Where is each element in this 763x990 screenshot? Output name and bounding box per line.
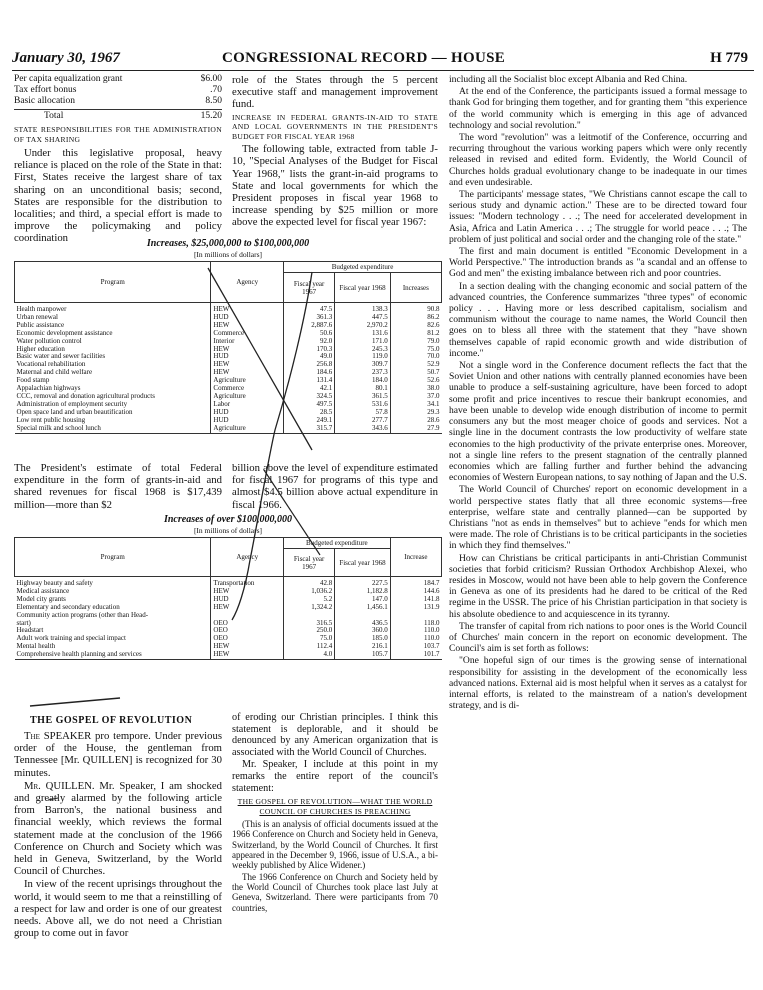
cell-fy67: 249.1 — [284, 417, 335, 425]
editor-note: (This is an analysis of official documents issued at the 1966 Conference on Church and Society held in Geneva, Switzerland, by the World Council of Churches. It first appeared in the December 9, 1966, issue of U.S.A., a bi-weekly published by Alice Widener.) — [232, 819, 438, 871]
cell-agency: HEW — [211, 303, 284, 314]
cell-fy68: 245.3 — [335, 346, 391, 354]
allocation-value: 8.50 — [205, 96, 222, 106]
pen-stroke — [264, 470, 320, 555]
speaker-name: Mr. QUILLEN. — [24, 779, 95, 792]
paragraph: The word "revolution" was a leitmotif of the Conference, occurring and recurring throughout the various working papers which were only recently released in revised and edited form. Evidently, the World Council of Churches holds gradual evolutionary change to be inadequate in our times and even undesirable. — [449, 132, 747, 188]
cell-program: Economic development assistance — [16, 329, 113, 337]
paragraph: Not a single word in the Conference document reflects the fact that the Soviet Union and other nations with centrally planned economies have been unable to produce a self-sustaining agriculture, have been forced to adopt some profit and price incentives to rescue their bankrupt economies, and have been unable to develop wide enough distribution of income to permit consumers any but the most meager choice of goods and services. Not a single line in the document contrasts the low productivity of welfare state economies to the high productivity of the private enterprise ones. Moreover, not a single line refers to the present stagnation of the centrally planned economies which are falling further and further behind the advancing economies of Western European nations, to say nothing of Japan and the U.S. — [449, 360, 747, 484]
mid-paragraph-right: billion above the level of expenditure estimated for fiscal 1967 for programs of this type and almost $4.5 billion above actual expenditure in fiscal 1966. — [232, 462, 438, 511]
cell-fy68: 1,182.8 — [335, 588, 391, 596]
cell-inc: 37.0 — [390, 393, 441, 401]
col-header-fy68: Fiscal year 1968 — [335, 549, 391, 577]
cell-fy67: 47.5 — [284, 303, 335, 314]
cell-fy67: 1,324.2 — [284, 604, 335, 612]
cell-program: Headstart — [16, 627, 44, 635]
header-page-number: H 779 — [710, 50, 748, 66]
cell-program: start) — [16, 619, 31, 627]
col-header-increase: Increase — [390, 538, 441, 577]
cell-fy68: 171.0 — [335, 338, 391, 346]
cell-agency: HUD — [211, 417, 284, 425]
cell-fy68: 531.6 — [335, 401, 391, 409]
col-header-budgeted: Budgeted expenditure — [284, 538, 391, 549]
allocation-value: $6.00 — [200, 74, 222, 84]
cell-program: Higher education — [16, 345, 65, 353]
cell-agency: HEW — [211, 651, 284, 659]
cell-agency: HEW — [211, 322, 284, 330]
cell-inc: 184.7 — [390, 577, 441, 588]
col-header-fy67: Fiscal year 1967 — [284, 549, 335, 577]
cell-agency: Labor — [211, 401, 284, 409]
article-subhead: THE GOSPEL OF REVOLUTION—WHAT THE WORLD COUNCIL OF CHURCHES IS PREACHING — [237, 797, 433, 816]
col-header-program: Program — [15, 262, 211, 303]
cell-fy68: 57.8 — [335, 409, 391, 417]
table-1-title: Increases, $25,000,000 to $100,000,000 — [146, 238, 310, 249]
cell-inc: 144.6 — [390, 588, 441, 596]
cell-fy68: 360.0 — [335, 627, 391, 635]
cell-program: Adult work training and special impact — [16, 635, 126, 643]
cell-agency: HUD — [211, 353, 284, 361]
cell-program: Medical assistance — [16, 587, 70, 595]
cell-agency: Agriculture — [211, 425, 284, 433]
cell-inc: 52.6 — [390, 377, 441, 385]
cell-program: Health manpower — [16, 305, 67, 313]
cell-fy67: 315.7 — [284, 425, 335, 433]
cell-inc: 86.2 — [390, 314, 441, 322]
cell-agency: HEW — [211, 604, 284, 612]
cell-fy67: 42.8 — [284, 577, 335, 588]
cell-inc: 118.0 — [390, 620, 441, 628]
cell-fy67: 92.0 — [284, 338, 335, 346]
cell-inc: 29.3 — [390, 409, 441, 417]
cell-fy67: 50.6 — [284, 330, 335, 338]
col-header-fy67: Fiscal year 1967 — [284, 273, 335, 303]
cell-agency: HUD — [211, 409, 284, 417]
cell-fy67: 497.5 — [284, 401, 335, 409]
paragraph: "One hopeful sign of our times is the growing sense of international responsibility for assisting in the development of the economically less advanced nations. External aid is most helpful when it serves as a catalyst for internal efforts, is related to the mainstream of a nation's development strategy, and is di- — [449, 655, 747, 712]
cell-inc: 52.9 — [390, 361, 441, 369]
cell-fy67: 2,887.6 — [284, 322, 335, 330]
cell-program: Mental health — [16, 643, 56, 651]
table-2-title: Increases of over $100,000,000 — [163, 514, 293, 525]
col-header-agency: Agency — [211, 538, 284, 577]
cell-fy68: 343.6 — [335, 425, 391, 433]
cell-agency: Commerce — [211, 330, 284, 338]
cell-program: Basic water and sewer facilities — [16, 353, 106, 361]
cell-inc: 27.9 — [390, 425, 441, 433]
col-header-budgeted: Budgeted expenditure — [284, 262, 442, 273]
paragraph: of eroding our Christian principles. I think this statement is deplorable, and it should be denounced by any American organization that is associated with the World Council of Churches. — [232, 712, 438, 758]
paragraph-text: Mr. Speaker, I am shocked and greatly alarmed by the following article from Barron's, the national business and financial weekly, which reviews the formal statement made at the conclusion of the 1966 Conference on Church and Society which was held in Geneva, Switzerland, by the World Council of Churches. — [14, 779, 222, 878]
cell-inc: 90.8 — [390, 303, 441, 314]
cell-agency: Transportation — [211, 577, 284, 588]
header-title: CONGRESSIONAL RECORD — HOUSE — [222, 50, 506, 66]
cell-inc: 141.8 — [390, 596, 441, 604]
cell-fy67: 5.2 — [284, 596, 335, 604]
cell-inc: 34.1 — [390, 401, 441, 409]
cell-program: Public assistance — [16, 321, 65, 329]
cell-fy68: 216.1 — [335, 643, 391, 651]
cell-agency: OEO — [211, 620, 284, 628]
cell-fy68: 237.3 — [335, 369, 391, 377]
cell-inc: 28.6 — [390, 417, 441, 425]
paragraph: How can Christians be critical participants in anti-Christian Communist societies that forbid criticism? Russian Orthodox Archbishop Alexei, who resides in Moscow, would not have been able to help govern the Conference in Geneva as one of its presidents had he dared to be critical of the Red regime in the USSR. The price of his Christian participation in that society is his absolute obedience to and acquiescence in its tyranny. — [449, 552, 747, 620]
cell-fy67: 250.0 — [284, 627, 335, 635]
cell-agency: Agriculture — [211, 377, 284, 385]
cell-agency: Commerce — [211, 385, 284, 393]
cell-fy68: 277.7 — [335, 417, 391, 425]
paragraph: Under this legislative proposal, heavy reliance is placed on the role of the State in that: First, States receive the largest share of tax sharing on an unconditional basis; second, States are responsible for the distribution to localities; and third, a special effort is made to improve the policymaking and policy coordination — [14, 147, 222, 245]
cell-fy68: 80.1 — [335, 385, 391, 393]
paragraph: The 1966 Conference on Church and Society held by the World Council of Churches took place last July at Geneva, Switzerland. There were participants from 70 countries, — [232, 871, 438, 913]
allocation-label: Basic allocation — [14, 96, 75, 106]
cell-inc: 81.2 — [390, 330, 441, 338]
cell-program: Community action programs (other than Head- — [16, 611, 149, 619]
cell-program: Food stamp — [16, 377, 50, 385]
cell-inc: 101.7 — [390, 651, 441, 659]
cell-fy67: 316.5 — [284, 620, 335, 628]
paragraph: including all the Socialist bloc except Albania and Red China. — [449, 74, 688, 85]
pen-stroke — [208, 268, 312, 450]
cell-program: Administration of employment security — [16, 400, 128, 408]
cell-program: Vocational rehabilitation — [16, 361, 86, 369]
cell-fy67: 324.5 — [284, 393, 335, 401]
allocation-total-label: Total — [44, 111, 64, 121]
cell-program: CCC, removal and donation agricultural products — [16, 392, 155, 400]
cell-fy68: 436.5 — [335, 620, 391, 628]
speaker-name: The SPEAKER — [24, 730, 92, 742]
cell-agency: Interior — [211, 338, 284, 346]
cell-agency: Agriculture — [211, 393, 284, 401]
cell-agency: OEO — [211, 627, 284, 635]
paragraph-text: pro tempore. Under previous order of the House, the gentleman from Tennessee [Mr. QUILLEN] is recognized for 30 minutes. — [14, 730, 222, 779]
section-subhead: STATE RESPONSIBILITIES FOR THE ADMINISTRATION OF TAX SHARING — [14, 125, 222, 144]
cell-agency: HEW — [211, 346, 284, 354]
cell-fy67: 4.0 — [284, 651, 335, 659]
cell-agency: HEW — [211, 369, 284, 377]
mid-paragraph-left: The President's estimate of total Federal expenditure in the form of grants-in-aid and shared revenues for fiscal 1968 is $17,439 million—more than $2 — [14, 462, 222, 511]
table-1-units: [In millions of dollars] — [193, 250, 263, 259]
cell-agency: HEW — [211, 643, 284, 651]
cell-agency: OEO — [211, 635, 284, 643]
cell-program: Model city grants — [16, 595, 66, 603]
col-header-fy68: Fiscal year 1968 — [335, 273, 391, 303]
cell-inc: 110.0 — [390, 627, 441, 635]
cell-fy68: 119.0 — [335, 353, 391, 361]
allocation-total-value: 15.20 — [200, 111, 222, 121]
cell-fy68: 2,970.2 — [335, 322, 391, 330]
cell-fy68: 147.0 — [335, 596, 391, 604]
cell-inc: 82.6 — [390, 322, 441, 330]
allocation-label: Tax effort bonus — [14, 85, 77, 95]
cell-agency: HEW — [211, 588, 284, 596]
cell-program: Highway beauty and safety — [16, 579, 93, 587]
paragraph: In view of the recent uprisings throughout the world, it would seem to me that a reinstilling of a respect for law and order is one of our greatest needs. Above all, we do not need a Christian group to come out in favor — [14, 878, 222, 940]
cell-inc: 70.0 — [390, 353, 441, 361]
cell-fy67: 256.8 — [284, 361, 335, 369]
cell-fy68: 184.0 — [335, 377, 391, 385]
cell-program: Maternal and child welfare — [16, 369, 93, 377]
article-title: THE GOSPEL OF REVOLUTION — [30, 715, 193, 726]
paragraph: The participants' message states, "We Christians cannot escape the call to serious study and dynamic action." These are to be directed toward four issues: "Modern technology . . .; The need for accelerated development in Asia, Africa and Latin America . . .; The struggle for world peace . . .; The problem of just political and social order and the changing role of the state." — [449, 189, 747, 245]
cell-program: Special milk and school lunch — [16, 424, 101, 432]
cell-fy68: 447.5 — [335, 314, 391, 322]
allocation-value: .70 — [210, 85, 222, 95]
cell-program: Elementary and secondary education — [16, 603, 120, 611]
section-subhead: INCREASE IN FEDERAL GRANTS-IN-AID TO STATE AND LOCAL GOVERNMENTS IN THE PRESIDENT'S BUDGET FOR FISCAL YEAR 1968 — [232, 112, 438, 141]
cell-fy67: 112.4 — [284, 643, 335, 651]
cell-agency: HEW — [211, 361, 284, 369]
cell-fy67: 42.1 — [284, 385, 335, 393]
paragraph: In a section dealing with the changing economic and social pattern of the advanced countries, the Conference summarizes "three types" of economic policy . . . Having more or less described capitalism, socialism and communism without the courage to name names, the World Council then goes on to bless all three with the statement that they "have shown themselves capable of rapid economic growth and wide distribution of income." — [449, 280, 747, 359]
cell-inc: 38.0 — [390, 385, 441, 393]
cell-fy68: 1,456.1 — [335, 604, 391, 612]
cell-fy68: 131.6 — [335, 330, 391, 338]
cell-fy68: 361.5 — [335, 393, 391, 401]
cell-inc: 131.9 — [390, 604, 441, 612]
cell-inc: 50.7 — [390, 369, 441, 377]
table-2-units: [In millions of dollars] — [193, 526, 263, 535]
cell-inc: 110.0 — [390, 635, 441, 643]
cell-agency: HUD — [211, 314, 284, 322]
cell-fy68: 138.3 — [335, 303, 391, 314]
col-header-program: Program — [15, 538, 211, 577]
header-date: January 30, 1967 — [12, 50, 120, 66]
cell-program: Appalachian highways — [16, 385, 81, 393]
cell-inc: 75.0 — [390, 346, 441, 354]
allocation-label: Per capita equalization grant — [14, 74, 123, 84]
cell-fy67: 49.0 — [284, 353, 335, 361]
paragraph: Mr. Speaker, I include at this point in my remarks the entire report of the council's statement: — [232, 759, 438, 794]
cell-program: Open space land and urban beautification — [16, 408, 133, 416]
cell-fy67: 184.6 — [284, 369, 335, 377]
cell-program: Low rent public housing — [16, 416, 86, 424]
paragraph: The World Council of Churches' report on economic development in a world perspective states flatly that all three economic systems—free enterprise, welfare state and centrally planned—can be supported by Christians "not as ends in themselves" but to achieve "ends for which men were made. The role of Christians is to be critical participants in the societies in which they find themselves." — [449, 484, 747, 552]
cell-fy67: 28.5 — [284, 409, 335, 417]
cell-inc: 103.7 — [390, 643, 441, 651]
cell-fy67: 1,036.2 — [284, 588, 335, 596]
cell-fy67: 75.0 — [284, 635, 335, 643]
paragraph: The first and main document is entitled "Economic Development in a World Perspective." The introduction brands as "a scandal and an offense to God and men" the existing imbalance between rich and poor countries. — [449, 246, 747, 280]
cell-inc: 79.0 — [390, 338, 441, 346]
pen-stroke — [48, 798, 58, 800]
cell-program: Water pollution control — [16, 337, 82, 345]
pen-stroke — [30, 698, 120, 706]
cell-fy68: 185.0 — [335, 635, 391, 643]
cell-fy68: 105.7 — [335, 651, 391, 659]
cell-fy68: 227.5 — [335, 577, 391, 588]
cell-agency: HUD — [211, 596, 284, 604]
cell-fy67: 170.3 — [284, 346, 335, 354]
col-header-agency: Agency — [211, 262, 284, 303]
cell-fy68: 309.7 — [335, 361, 391, 369]
cell-program: Urban renewal — [16, 313, 58, 321]
cell-fy67: 131.4 — [284, 377, 335, 385]
pen-stroke — [232, 272, 312, 620]
cell-fy67: 361.3 — [284, 314, 335, 322]
paragraph: The transfer of capital from rich nations to poor ones is the World Council of Churches' main concern in the report on economic development. The Council's aim is set forth as follows: — [449, 620, 747, 655]
paragraph: At the end of the Conference, the participants issued a formal message to thank God for bringing them together, and for granting them "this experience of the world community which is emerging in this age of advanced technology and social revolution." — [449, 86, 747, 131]
paragraph: The following table, extracted from table J-10, "Special Analyses of the Budget for Fiscal Year 1968," lists the grant-in-aid programs to State and local governments for which the President proposes in fiscal year 1968 to increase spending by $25 million or more above the expected level for fiscal year 1967: — [232, 143, 438, 229]
paragraph: role of the States through the 5 percent executive staff and management improvement fund. — [232, 74, 438, 111]
col-header-increase: Increases — [390, 273, 441, 303]
cell-program: Comprehensive health planning and services — [16, 651, 142, 659]
